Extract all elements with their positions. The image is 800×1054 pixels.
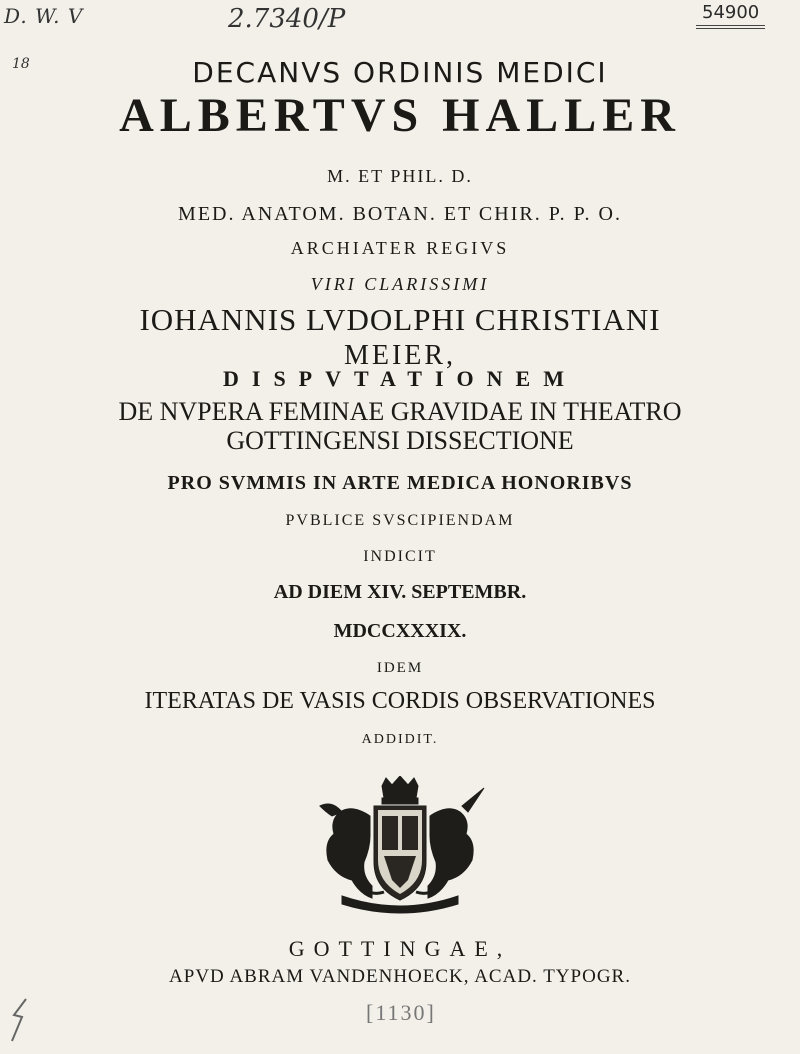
place-line: GOTTINGAE, [288, 936, 512, 961]
bracket-mark-icon [6, 995, 36, 1045]
author-name: ALBERTVS HALLER [119, 89, 681, 142]
degree-line: M. ET PHIL. D. [327, 166, 473, 186]
library-stamp-number: 54900 [696, 2, 765, 29]
page-number-annotation: [1130] [366, 1000, 436, 1025]
decanus-line: DECANVS ORDINIS MEDICI [192, 56, 608, 89]
indicit-line: INDICIT [363, 548, 437, 565]
printer-line: APVD ABRAM VANDENHOECK, ACAD. TYPOGR. [169, 966, 631, 987]
call-number-annotation: 2.7340/P [228, 4, 346, 34]
idem-line: IDEM [376, 660, 424, 676]
honorific-line: VIRI CLARISSIMI [310, 274, 490, 294]
addendum-line: ITERATAS DE VASIS CORDIS OBSERVATIONES [144, 688, 656, 714]
shelfmark-annotation: D. W. V [4, 4, 84, 28]
addidit-line: ADDIDIT. [361, 732, 439, 747]
subject-line-2: GOTTINGENSI DISSECTIONE [226, 426, 574, 455]
subject-line-1: DE NVPERA FEMINAE GRAVIDAE IN THEATRO [118, 397, 682, 426]
royal-coat-of-arms-icon [312, 776, 488, 916]
year-line: MDCCXXXIX. [333, 620, 467, 642]
office-line: ARCHIATER REGIVS [290, 238, 510, 258]
candidate-surname: MEIER, [343, 340, 457, 371]
purpose-line: PRO SVMMIS IN ARTE MEDICA HONORIBVS [167, 472, 633, 494]
shelfmark-secondary-annotation: 18 [12, 56, 30, 72]
candidate-name: IOHANNIS LVDOLPHI CHRISTIANI [139, 302, 661, 337]
disputation-heading: DISPVTATIONEM [223, 366, 577, 391]
titles-line: MED. ANATOM. BOTAN. ET CHIR. P. P. O. [178, 203, 622, 225]
public-line: PVBLICE SVSCIPIENDAM [285, 512, 515, 529]
date-line: AD DIEM XIV. SEPTEMBR. [273, 581, 527, 603]
